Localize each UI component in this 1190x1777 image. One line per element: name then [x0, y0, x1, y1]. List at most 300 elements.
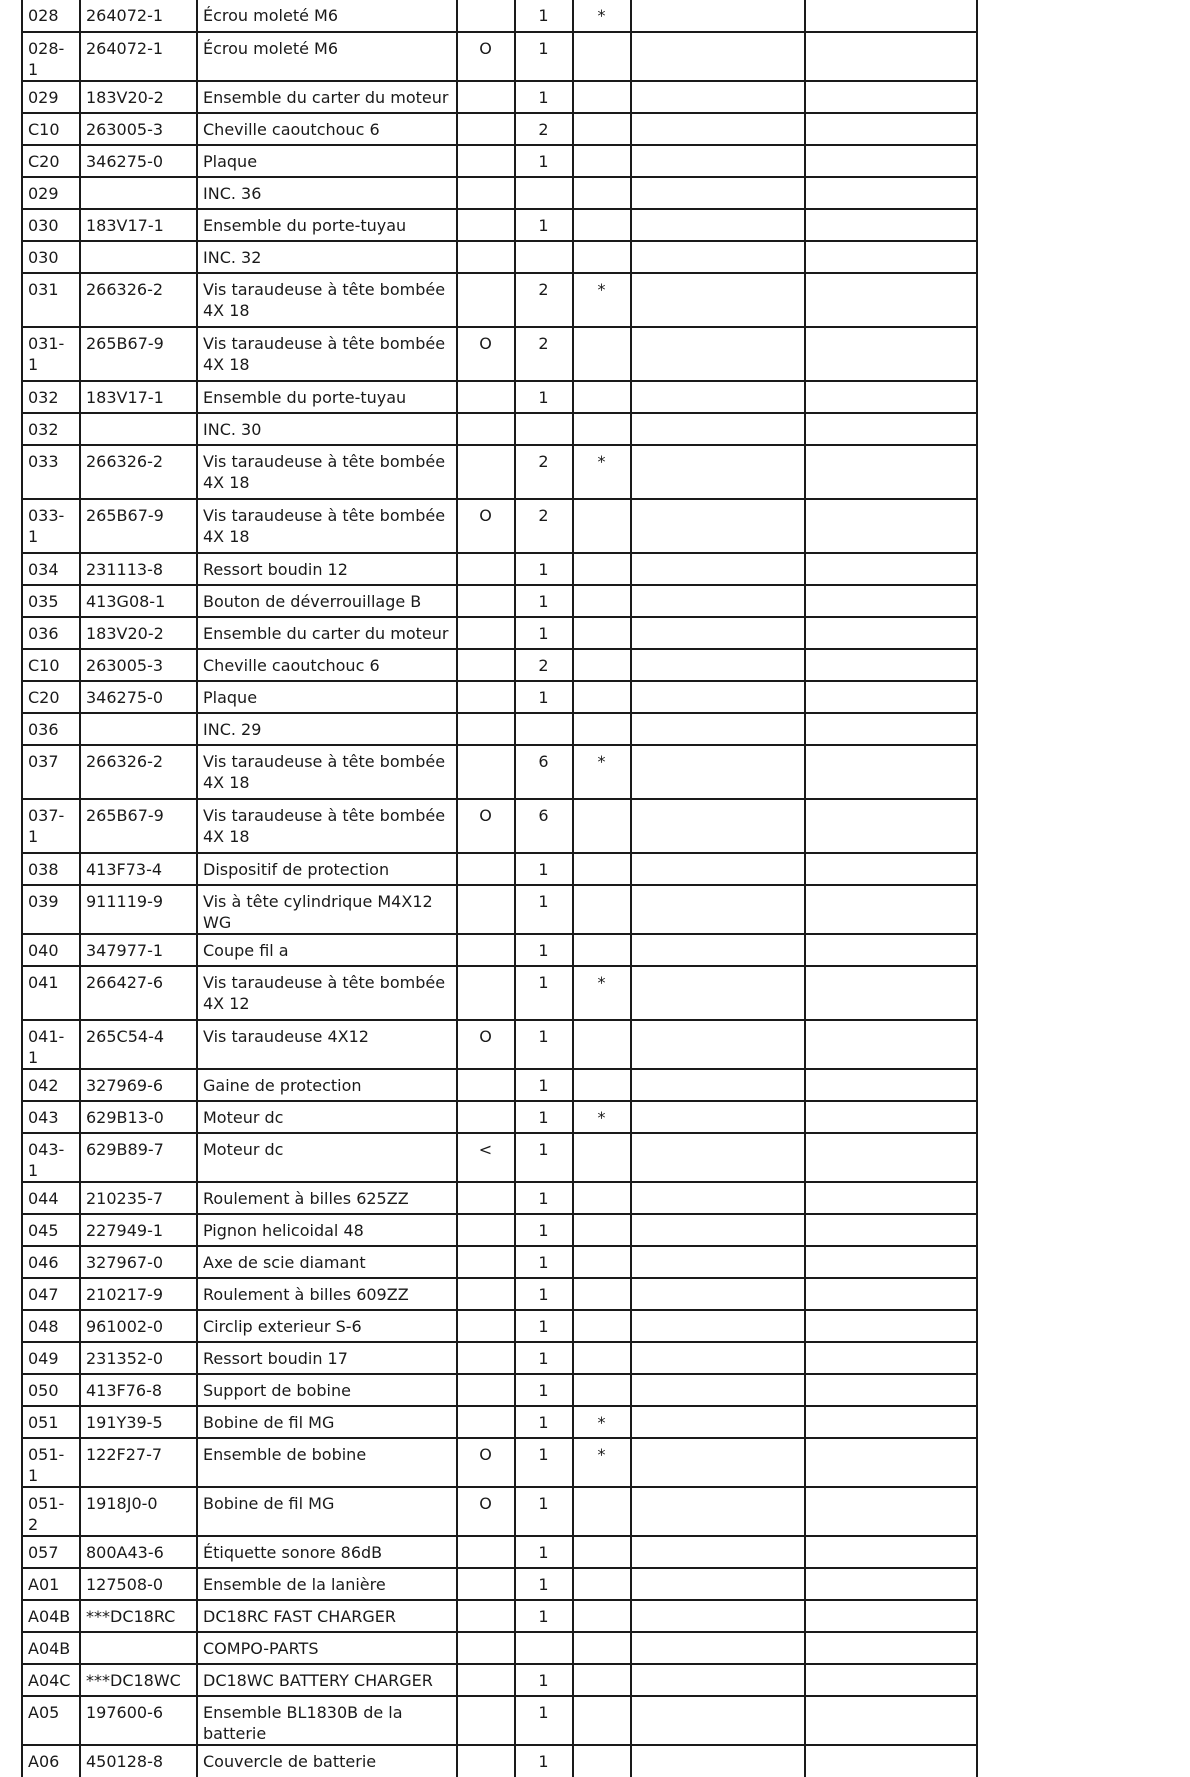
quantity-cell: 1 [515, 617, 573, 649]
table-row [22, 209, 977, 241]
table-row [22, 799, 977, 853]
quantity-cell: 1 [515, 1487, 573, 1536]
marker-cell [573, 381, 631, 413]
table-row [22, 1101, 977, 1133]
description-cell: COMPO-PARTS [197, 1632, 457, 1664]
marker-cell [573, 1133, 631, 1182]
part-number-cell: 191Y39-5 [80, 1406, 197, 1438]
reference-cell: A04C [22, 1664, 80, 1696]
quantity-cell: 1 [515, 1278, 573, 1310]
table-row [22, 934, 977, 966]
description-cell: Couvercle de batterie [197, 1745, 457, 1777]
description-cell: Vis taraudeuse à tête bombée 4X 18 [197, 745, 457, 799]
description-cell: Bouton de déverrouillage B [197, 585, 457, 617]
empty-cell [805, 32, 977, 81]
empty-cell [805, 885, 977, 934]
part-number-cell: 629B13-0 [80, 1101, 197, 1133]
empty-cell [805, 745, 977, 799]
empty-cell [805, 145, 977, 177]
empty-cell [631, 145, 805, 177]
marker-cell [573, 209, 631, 241]
empty-cell [805, 1664, 977, 1696]
reference-cell: A06 [22, 1745, 80, 1777]
note-cell [457, 273, 515, 327]
part-number-cell: 231113-8 [80, 553, 197, 585]
empty-cell [805, 1696, 977, 1745]
empty-cell [805, 1745, 977, 1777]
empty-cell [631, 273, 805, 327]
reference-cell: C10 [22, 113, 80, 145]
reference-cell: 028 [22, 0, 80, 32]
description-cell: Vis taraudeuse à tête bombée 4X 18 [197, 273, 457, 327]
table-row [22, 445, 977, 499]
marker-cell [573, 177, 631, 209]
empty-cell [631, 241, 805, 273]
empty-cell [631, 799, 805, 853]
marker-cell [573, 1342, 631, 1374]
empty-cell [805, 1374, 977, 1406]
reference-cell: A04B [22, 1632, 80, 1664]
reference-cell: A01 [22, 1568, 80, 1600]
part-number-cell: 264072-1 [80, 0, 197, 32]
quantity-cell: 1 [515, 853, 573, 885]
reference-cell: C20 [22, 145, 80, 177]
empty-cell [631, 649, 805, 681]
empty-cell [805, 1568, 977, 1600]
description-cell: Plaque [197, 681, 457, 713]
description-cell: Écrou moleté M6 [197, 32, 457, 81]
empty-cell [805, 713, 977, 745]
empty-cell [631, 966, 805, 1020]
empty-cell [805, 499, 977, 553]
table-row [22, 1632, 977, 1664]
marker-cell [573, 145, 631, 177]
part-number-cell: 327969-6 [80, 1069, 197, 1101]
quantity-cell [515, 241, 573, 273]
part-number-cell [80, 241, 197, 273]
quantity-cell: 1 [515, 381, 573, 413]
description-cell: Moteur dc [197, 1133, 457, 1182]
table-row [22, 1020, 977, 1069]
reference-cell: C10 [22, 649, 80, 681]
quantity-cell: 1 [515, 145, 573, 177]
parts-table [21, 0, 978, 1777]
empty-cell [631, 499, 805, 553]
empty-cell [631, 1696, 805, 1745]
table-row [22, 81, 977, 113]
description-cell: Moteur dc [197, 1101, 457, 1133]
marker-cell [573, 413, 631, 445]
note-cell [457, 649, 515, 681]
reference-cell: 031 [22, 273, 80, 327]
reference-cell: 030 [22, 209, 80, 241]
reference-cell: 033-1 [22, 499, 80, 553]
note-cell: O [457, 327, 515, 381]
reference-cell: 044 [22, 1182, 80, 1214]
part-number-cell: 183V20-2 [80, 81, 197, 113]
quantity-cell: 1 [515, 32, 573, 81]
note-cell: O [457, 1487, 515, 1536]
part-number-cell: 210217-9 [80, 1278, 197, 1310]
part-number-cell: 961002-0 [80, 1310, 197, 1342]
quantity-cell [515, 1632, 573, 1664]
reference-cell: 035 [22, 585, 80, 617]
reference-cell: 047 [22, 1278, 80, 1310]
marker-cell [573, 681, 631, 713]
empty-cell [631, 1214, 805, 1246]
part-number-cell: 183V20-2 [80, 617, 197, 649]
description-cell: INC. 30 [197, 413, 457, 445]
table-row [22, 1133, 977, 1182]
quantity-cell: 6 [515, 745, 573, 799]
empty-cell [631, 445, 805, 499]
empty-cell [631, 32, 805, 81]
empty-cell [805, 934, 977, 966]
empty-cell [805, 1438, 977, 1487]
empty-cell [631, 745, 805, 799]
quantity-cell: 1 [515, 585, 573, 617]
part-number-cell: 266326-2 [80, 745, 197, 799]
part-number-cell: 413G08-1 [80, 585, 197, 617]
reference-cell: 048 [22, 1310, 80, 1342]
note-cell [457, 1214, 515, 1246]
table-row [22, 327, 977, 381]
marker-cell [573, 1182, 631, 1214]
empty-cell [631, 1182, 805, 1214]
quantity-cell: 1 [515, 81, 573, 113]
empty-cell [631, 934, 805, 966]
description-cell: Ensemble du porte-tuyau [197, 209, 457, 241]
quantity-cell [515, 413, 573, 445]
part-number-cell: 122F27-7 [80, 1438, 197, 1487]
description-cell: Cheville caoutchouc 6 [197, 113, 457, 145]
empty-cell [631, 1278, 805, 1310]
reference-cell: 042 [22, 1069, 80, 1101]
empty-cell [631, 1069, 805, 1101]
empty-cell [631, 1438, 805, 1487]
note-cell [457, 1278, 515, 1310]
description-cell: Ensemble de bobine [197, 1438, 457, 1487]
reference-cell: 034 [22, 553, 80, 585]
note-cell [457, 1664, 515, 1696]
note-cell: O [457, 1020, 515, 1069]
note-cell [457, 1745, 515, 1777]
part-number-cell: 347977-1 [80, 934, 197, 966]
marker-cell: * [573, 1101, 631, 1133]
reference-cell: 043 [22, 1101, 80, 1133]
reference-cell: A05 [22, 1696, 80, 1745]
quantity-cell: 2 [515, 445, 573, 499]
table-row [22, 1487, 977, 1536]
empty-cell [805, 617, 977, 649]
note-cell [457, 585, 515, 617]
empty-cell [631, 327, 805, 381]
quantity-cell: 1 [515, 1246, 573, 1278]
empty-cell [805, 1632, 977, 1664]
empty-cell [631, 1536, 805, 1568]
part-number-cell: 413F73-4 [80, 853, 197, 885]
empty-cell [805, 1600, 977, 1632]
table-row [22, 1438, 977, 1487]
description-cell: Vis taraudeuse à tête bombée 4X 18 [197, 327, 457, 381]
empty-cell [631, 1664, 805, 1696]
quantity-cell: 1 [515, 1342, 573, 1374]
note-cell [457, 1342, 515, 1374]
table-row [22, 1278, 977, 1310]
reference-cell: 051-2 [22, 1487, 80, 1536]
empty-cell [631, 81, 805, 113]
empty-cell [805, 1246, 977, 1278]
empty-cell [805, 1069, 977, 1101]
reference-cell: 040 [22, 934, 80, 966]
note-cell: O [457, 499, 515, 553]
quantity-cell: 1 [515, 1374, 573, 1406]
marker-cell [573, 1069, 631, 1101]
table-row [22, 0, 977, 32]
quantity-cell: 2 [515, 327, 573, 381]
table-row [22, 745, 977, 799]
empty-cell [805, 0, 977, 32]
description-cell: Ensemble BL1830B de la batterie [197, 1696, 457, 1745]
table-row [22, 1342, 977, 1374]
empty-cell [805, 681, 977, 713]
note-cell [457, 145, 515, 177]
description-cell: Ressort boudin 12 [197, 553, 457, 585]
description-cell: Plaque [197, 145, 457, 177]
quantity-cell: 1 [515, 553, 573, 585]
marker-cell: * [573, 1406, 631, 1438]
reference-cell: 050 [22, 1374, 80, 1406]
empty-cell [805, 585, 977, 617]
empty-cell [805, 177, 977, 209]
empty-cell [631, 1133, 805, 1182]
note-cell [457, 966, 515, 1020]
marker-cell [573, 1246, 631, 1278]
empty-cell [631, 1342, 805, 1374]
quantity-cell: 1 [515, 1101, 573, 1133]
reference-cell: 049 [22, 1342, 80, 1374]
reference-cell: 032 [22, 413, 80, 445]
part-number-cell: 911119-9 [80, 885, 197, 934]
marker-cell [573, 81, 631, 113]
part-number-cell: 265B67-9 [80, 327, 197, 381]
marker-cell [573, 649, 631, 681]
note-cell [457, 681, 515, 713]
reference-cell: 033 [22, 445, 80, 499]
part-number-cell: ***DC18RC [80, 1600, 197, 1632]
description-cell: Vis taraudeuse à tête bombée 4X 18 [197, 445, 457, 499]
table-row [22, 413, 977, 445]
part-number-cell: 265B67-9 [80, 799, 197, 853]
description-cell: DC18RC FAST CHARGER [197, 1600, 457, 1632]
table-row [22, 553, 977, 585]
quantity-cell: 6 [515, 799, 573, 853]
marker-cell [573, 934, 631, 966]
quantity-cell: 2 [515, 273, 573, 327]
description-cell: DC18WC BATTERY CHARGER [197, 1664, 457, 1696]
quantity-cell: 1 [515, 681, 573, 713]
note-cell [457, 885, 515, 934]
description-cell: Roulement à billes 609ZZ [197, 1278, 457, 1310]
empty-cell [631, 617, 805, 649]
table-row [22, 381, 977, 413]
quantity-cell [515, 177, 573, 209]
quantity-cell: 1 [515, 1406, 573, 1438]
description-cell: Bobine de fil MG [197, 1406, 457, 1438]
empty-cell [805, 1214, 977, 1246]
quantity-cell: 1 [515, 1214, 573, 1246]
marker-cell [573, 1568, 631, 1600]
reference-cell: 029 [22, 177, 80, 209]
description-cell: Circlip exterieur S-6 [197, 1310, 457, 1342]
empty-cell [805, 445, 977, 499]
marker-cell [573, 1664, 631, 1696]
part-number-cell: 266427-6 [80, 966, 197, 1020]
reference-cell: 037-1 [22, 799, 80, 853]
note-cell [457, 934, 515, 966]
table-row [22, 885, 977, 934]
marker-cell [573, 1278, 631, 1310]
marker-cell [573, 553, 631, 585]
empty-cell [805, 799, 977, 853]
marker-cell: * [573, 0, 631, 32]
note-cell [457, 1696, 515, 1745]
part-number-cell: 183V17-1 [80, 209, 197, 241]
marker-cell [573, 585, 631, 617]
table-row [22, 113, 977, 145]
part-number-cell: 413F76-8 [80, 1374, 197, 1406]
empty-cell [805, 966, 977, 1020]
description-cell: INC. 36 [197, 177, 457, 209]
table-row [22, 1374, 977, 1406]
note-cell [457, 617, 515, 649]
marker-cell: * [573, 1438, 631, 1487]
marker-cell [573, 853, 631, 885]
table-row [22, 32, 977, 81]
empty-cell [631, 177, 805, 209]
reference-cell: 038 [22, 853, 80, 885]
description-cell: Vis à tête cylindrique M4X12 WG [197, 885, 457, 934]
quantity-cell: 2 [515, 113, 573, 145]
marker-cell [573, 1696, 631, 1745]
marker-cell [573, 1745, 631, 1777]
part-number-cell: 450128-8 [80, 1745, 197, 1777]
part-number-cell [80, 713, 197, 745]
note-cell [457, 1632, 515, 1664]
empty-cell [631, 853, 805, 885]
reference-cell: 037 [22, 745, 80, 799]
note-cell [457, 553, 515, 585]
note-cell [457, 0, 515, 32]
part-number-cell: 263005-3 [80, 649, 197, 681]
description-cell: Ensemble de la lanière [197, 1568, 457, 1600]
note-cell [457, 1101, 515, 1133]
part-number-cell: 346275-0 [80, 145, 197, 177]
quantity-cell: 1 [515, 0, 573, 32]
marker-cell [573, 1214, 631, 1246]
reference-cell: 031-1 [22, 327, 80, 381]
description-cell: Ressort boudin 17 [197, 1342, 457, 1374]
description-cell: Vis taraudeuse à tête bombée 4X 12 [197, 966, 457, 1020]
description-cell: Bobine de fil MG [197, 1487, 457, 1536]
reference-cell: 032 [22, 381, 80, 413]
reference-cell: 046 [22, 1246, 80, 1278]
quantity-cell [515, 713, 573, 745]
empty-cell [631, 1568, 805, 1600]
note-cell [457, 413, 515, 445]
reference-cell: 029 [22, 81, 80, 113]
marker-cell [573, 1374, 631, 1406]
marker-cell: * [573, 273, 631, 327]
part-number-cell: 264072-1 [80, 32, 197, 81]
marker-cell [573, 32, 631, 81]
marker-cell: * [573, 445, 631, 499]
part-number-cell: 263005-3 [80, 113, 197, 145]
empty-cell [631, 885, 805, 934]
table-row [22, 649, 977, 681]
quantity-cell: 1 [515, 1310, 573, 1342]
quantity-cell: 1 [515, 1182, 573, 1214]
reference-cell: 051-1 [22, 1438, 80, 1487]
note-cell [457, 745, 515, 799]
description-cell: Vis taraudeuse 4X12 [197, 1020, 457, 1069]
table-row [22, 1310, 977, 1342]
reference-cell: 041 [22, 966, 80, 1020]
table-row [22, 1568, 977, 1600]
empty-cell [631, 413, 805, 445]
reference-cell: 041-1 [22, 1020, 80, 1069]
note-cell [457, 209, 515, 241]
empty-cell [631, 1020, 805, 1069]
quantity-cell: 2 [515, 649, 573, 681]
table-row [22, 1600, 977, 1632]
empty-cell [631, 1600, 805, 1632]
parts-table-body [22, 0, 977, 1777]
marker-cell [573, 1020, 631, 1069]
empty-cell [805, 381, 977, 413]
note-cell [457, 1246, 515, 1278]
empty-cell [805, 1133, 977, 1182]
table-row [22, 1664, 977, 1696]
reference-cell: 036 [22, 617, 80, 649]
marker-cell [573, 1536, 631, 1568]
note-cell [457, 113, 515, 145]
part-number-cell: 346275-0 [80, 681, 197, 713]
reference-cell: 036 [22, 713, 80, 745]
empty-cell [805, 1278, 977, 1310]
part-number-cell: 127508-0 [80, 1568, 197, 1600]
empty-cell [631, 1246, 805, 1278]
empty-cell [805, 1310, 977, 1342]
note-cell [457, 853, 515, 885]
empty-cell [805, 1101, 977, 1133]
part-number-cell: 183V17-1 [80, 381, 197, 413]
note-cell [457, 177, 515, 209]
empty-cell [631, 113, 805, 145]
empty-cell [805, 413, 977, 445]
reference-cell: 043-1 [22, 1133, 80, 1182]
description-cell: Pignon helicoidal 48 [197, 1214, 457, 1246]
table-row [22, 681, 977, 713]
marker-cell [573, 799, 631, 853]
note-cell: < [457, 1133, 515, 1182]
table-row [22, 1696, 977, 1745]
quantity-cell: 1 [515, 1696, 573, 1745]
quantity-cell: 2 [515, 499, 573, 553]
note-cell [457, 1310, 515, 1342]
description-cell: Dispositif de protection [197, 853, 457, 885]
quantity-cell: 1 [515, 1020, 573, 1069]
